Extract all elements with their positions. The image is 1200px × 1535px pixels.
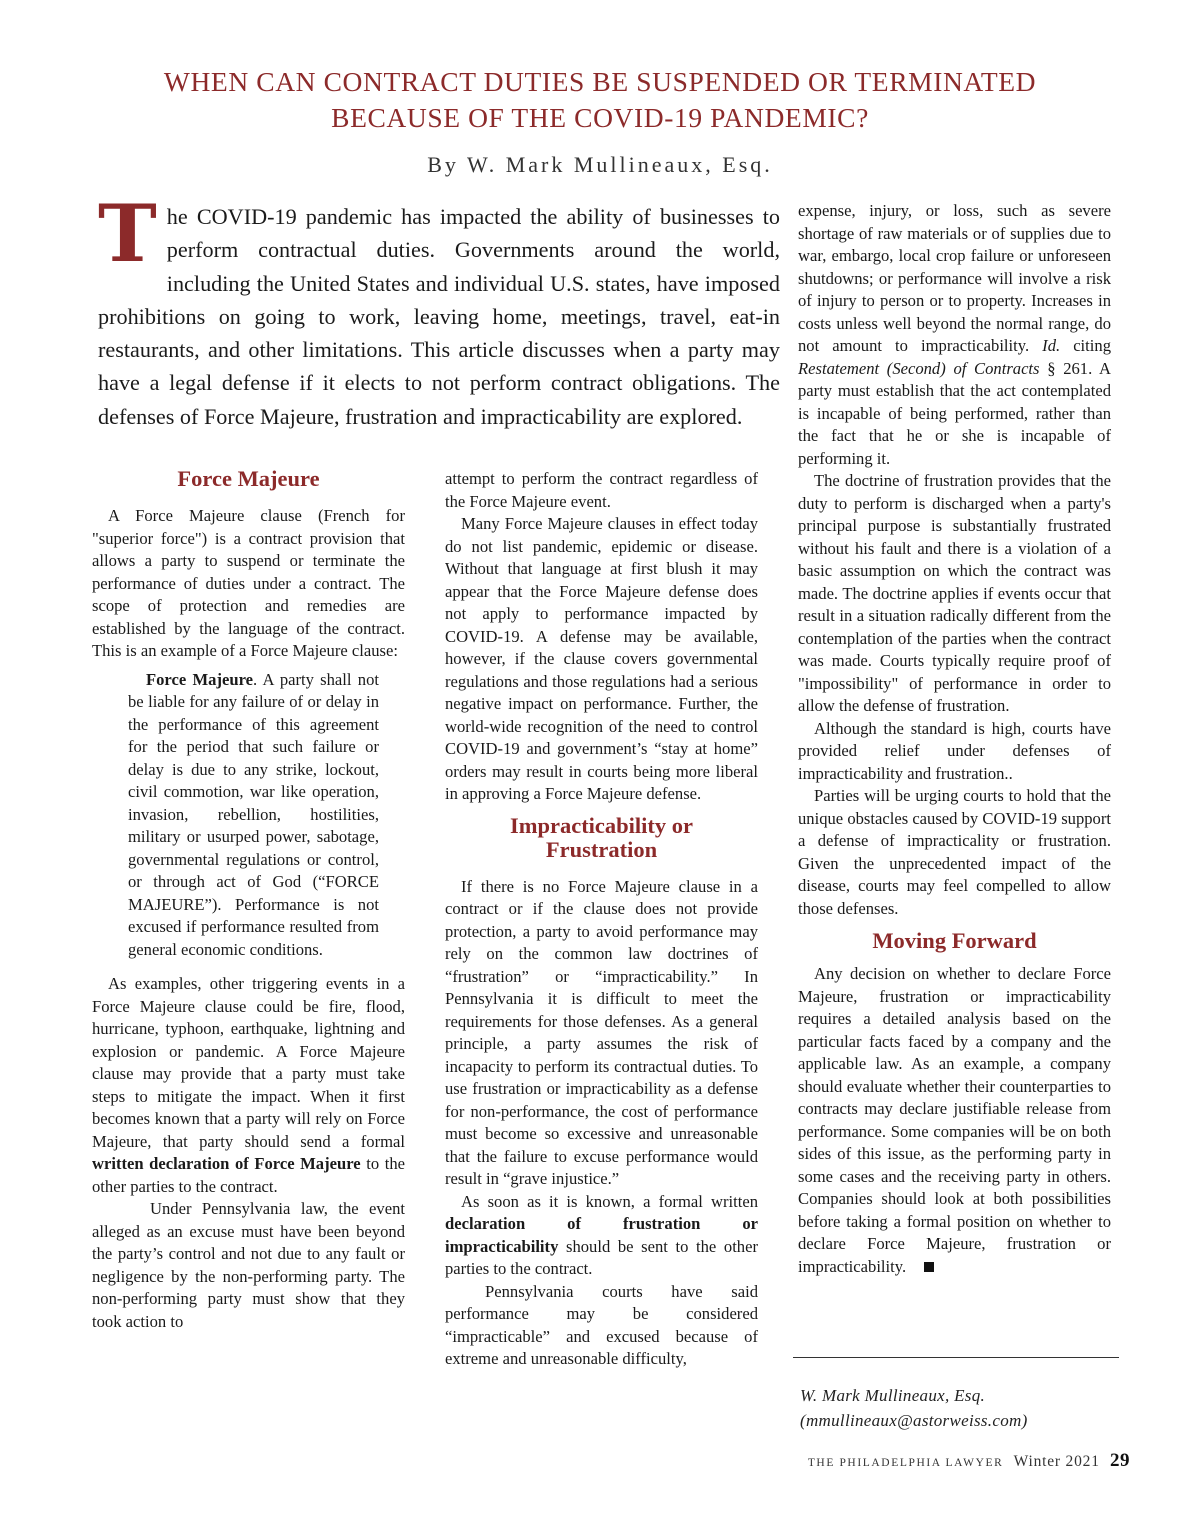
author-name: W. Mark Mullineaux, Esq. (800, 1386, 986, 1405)
article-title-line-1: WHEN CAN CONTRACT DUTIES BE SUSPENDED OR TERMINATED (163, 66, 1037, 97)
section-heading-moving-forward: Moving Forward (872, 928, 1037, 953)
paragraph-text: expense, injury, or loss, such as severe shortage of raw materials or of supplies due to war, embargo, local crop failure or unforeseen shutdowns; or performance will involve a risk of injury to person or to property. Increases in costs unless well beyond the normal range, do not amount to impracticability. (798, 201, 1111, 355)
paragraph (445, 1191, 758, 1281)
intro-paragraph (98, 187, 780, 433)
column-1 (92, 467, 405, 1333)
paragraph-text: citing (1060, 336, 1111, 355)
paragraph: attempt to perform the contract regardless of the Force Majeure event. (445, 469, 758, 511)
intro-text: he COVID-19 pandemic has impacted the ability of businesses to perform contractual duties. Governments around the world, including the United States and individual U.S. states, have imposed prohibitions on going to work, leaving home, meetings, travel, eat-in restaurants, and other limitations. This article discusses when a party may have a legal defense if it elects to not perform contract obligations. The defenses of Force Majeure, frustration and impracticability are explored. (98, 204, 780, 429)
citation: Restatement (Second) of Contracts (798, 358, 1040, 378)
paragraph: Parties will be urging courts to hold that the unique obstacles caused by COVID-19 support a defense of impracticality or frustration. Given the unprecedented impact of the disease, courts may feel compelled to allow those defenses. (798, 786, 1111, 918)
heading-line: Frustration (545, 836, 658, 862)
drop-cap: T (98, 187, 157, 280)
paragraph-text: § 261. A party must establish that the act contemplated is incapable of being performed, rather than the fact that he or she is incapable of performing it. (798, 358, 1111, 468)
paragraph: A Force Majeure clause (French for "superior force") is a contract provision that allows a party to suspend or terminate the performance of duties under a contract. The scope of protection and remedies are established by the language of the contract. This is an example of a Force Majeure clause: (92, 506, 405, 660)
page-footer (808, 1450, 1130, 1472)
section-heading-force-majeure: Force Majeure (177, 466, 320, 491)
bold-phrase: written declaration of Force Majeure (92, 1154, 361, 1173)
paragraph: Under Pennsylvania law, the event alleged as an excuse must have been beyond the party’s control and not due to any fault or negligence by the non-performing party. The non-performing party must show that they took action to (92, 1199, 405, 1331)
paragraph-text: Any decision on whether to declare Force Majeure, frustration or impracticability requires a detailed analysis based on the particular facts faced by a company and the applicable law. As an example, a company should evaluate whether their counterparties to contracts may declare justifiable release from performance. Some companies will be on both sides of this issue, as the performing party in some cases and the receiving party in others. Companies should look at both possibilities before taking a formal position on whether to declare Force Majeure, frustration or impracticability. (798, 964, 1111, 1276)
paragraph: The doctrine of frustration provides that the duty to perform is discharged when a party's principal purpose is substantially frustrated without his fault and there is a violation of a basic assumption on which the contract was made. The doctrine applies if events occur that result in a situation radically different from the contemplation of the parties when the contract was made. Courts typically require proof of "impossibility" of performance in order to allow the defense of frustration. (798, 471, 1111, 715)
section-heading-impracticability (445, 814, 758, 862)
column-2 (445, 468, 758, 1371)
article-title (60, 64, 1140, 136)
issue-date: Winter 2021 (1013, 1453, 1100, 1470)
publication-name: THE PHILADELPHIA LAWYER (807, 1457, 1004, 1469)
bold-phrase: declaration of frustration or impracticability (445, 1214, 758, 1256)
author-divider (793, 1357, 1119, 1358)
paragraph (798, 200, 1111, 470)
paragraph: Many Force Majeure clauses in effect today do not list pandemic, epidemic or disease. Without that language at first blush it may appear that the Force Majeure defense does not apply to performance impacted by COVID-19. A defense may be available, however, if the clause covers governmental regulations and those regulations had a serious negative impact on performance. Further, the world-wide recognition of the need to control COVID-19 and government’s “stay at home” orders may result in courts being more liberal in approving a Force Majeure defense. (445, 514, 758, 803)
byline: By W. Mark Mullineaux, Esq. (427, 152, 773, 177)
paragraph-text: As soon as it is known, a formal written (461, 1191, 758, 1211)
citation-id: Id. (1042, 336, 1061, 355)
paragraph: Pennsylvania courts have said performance may be considered “impracticable” and excused because of extreme and unreasonable difficulty, (445, 1281, 758, 1368)
heading-line: Impracticability or (509, 812, 694, 838)
paragraph (92, 973, 405, 1198)
paragraph-text: As examples, other triggering events in a Force Majeure clause could be fire, flood, hurricane, typhoon, earthquake, lightning and explosion or pandemic. A Force Majeure clause may provide that a party must take steps to mitigate the impact. When it first becomes known that a party will rely on Force Majeure, that party should send a formal (92, 974, 405, 1151)
quote-lead: Force Majeure (146, 669, 253, 689)
paragraph (798, 963, 1111, 1278)
paragraph-text: to the other parties to the contract. (92, 1154, 405, 1196)
column-3 (798, 200, 1111, 1278)
page-number: 29 (1110, 1450, 1130, 1471)
paragraph: Although the standard is high, courts have provided relief under defenses of impracticability and frustration.. (798, 718, 1111, 783)
quote-text: . A party shall not be liable for any failure of or delay in the performance of this agreement for the period that such failure or delay is due to any strike, lockout, civil commotion, war like operation, invasion, rebellion, hostilities, military or usurped power, sabotage, governmental regulations or control, or through act of God (“FORCE MAJEURE”). Performance is not excused if performance resulted from general economic conditions. (128, 669, 379, 959)
article-title-line-2: BECAUSE OF THE COVID-19 PANDEMIC? (331, 102, 869, 133)
author-bio (800, 1383, 1028, 1433)
author-email: (mmullineaux@astorweiss.com) (800, 1411, 1028, 1430)
end-mark-icon (924, 1262, 934, 1272)
paragraph: If there is no Force Majeure clause in a contract or if the clause does not provide protection, a party to avoid performance may rely on the common law doctrines of “frustration” or “impracticability.” In Pennsylvania it is difficult to meet the requirements for those defenses. As a general principle, a party assumes the risk of incapacity to perform its contractual duties. To use frustration or impracticability as a defense for non-performance, the cost of performance must become so excessive and unreasonable that the failure to excuse performance would result in “grave injustice.” (445, 876, 758, 1188)
block-quote (128, 669, 379, 962)
paragraph-text: should be sent to the other parties to the contract. (445, 1236, 758, 1278)
